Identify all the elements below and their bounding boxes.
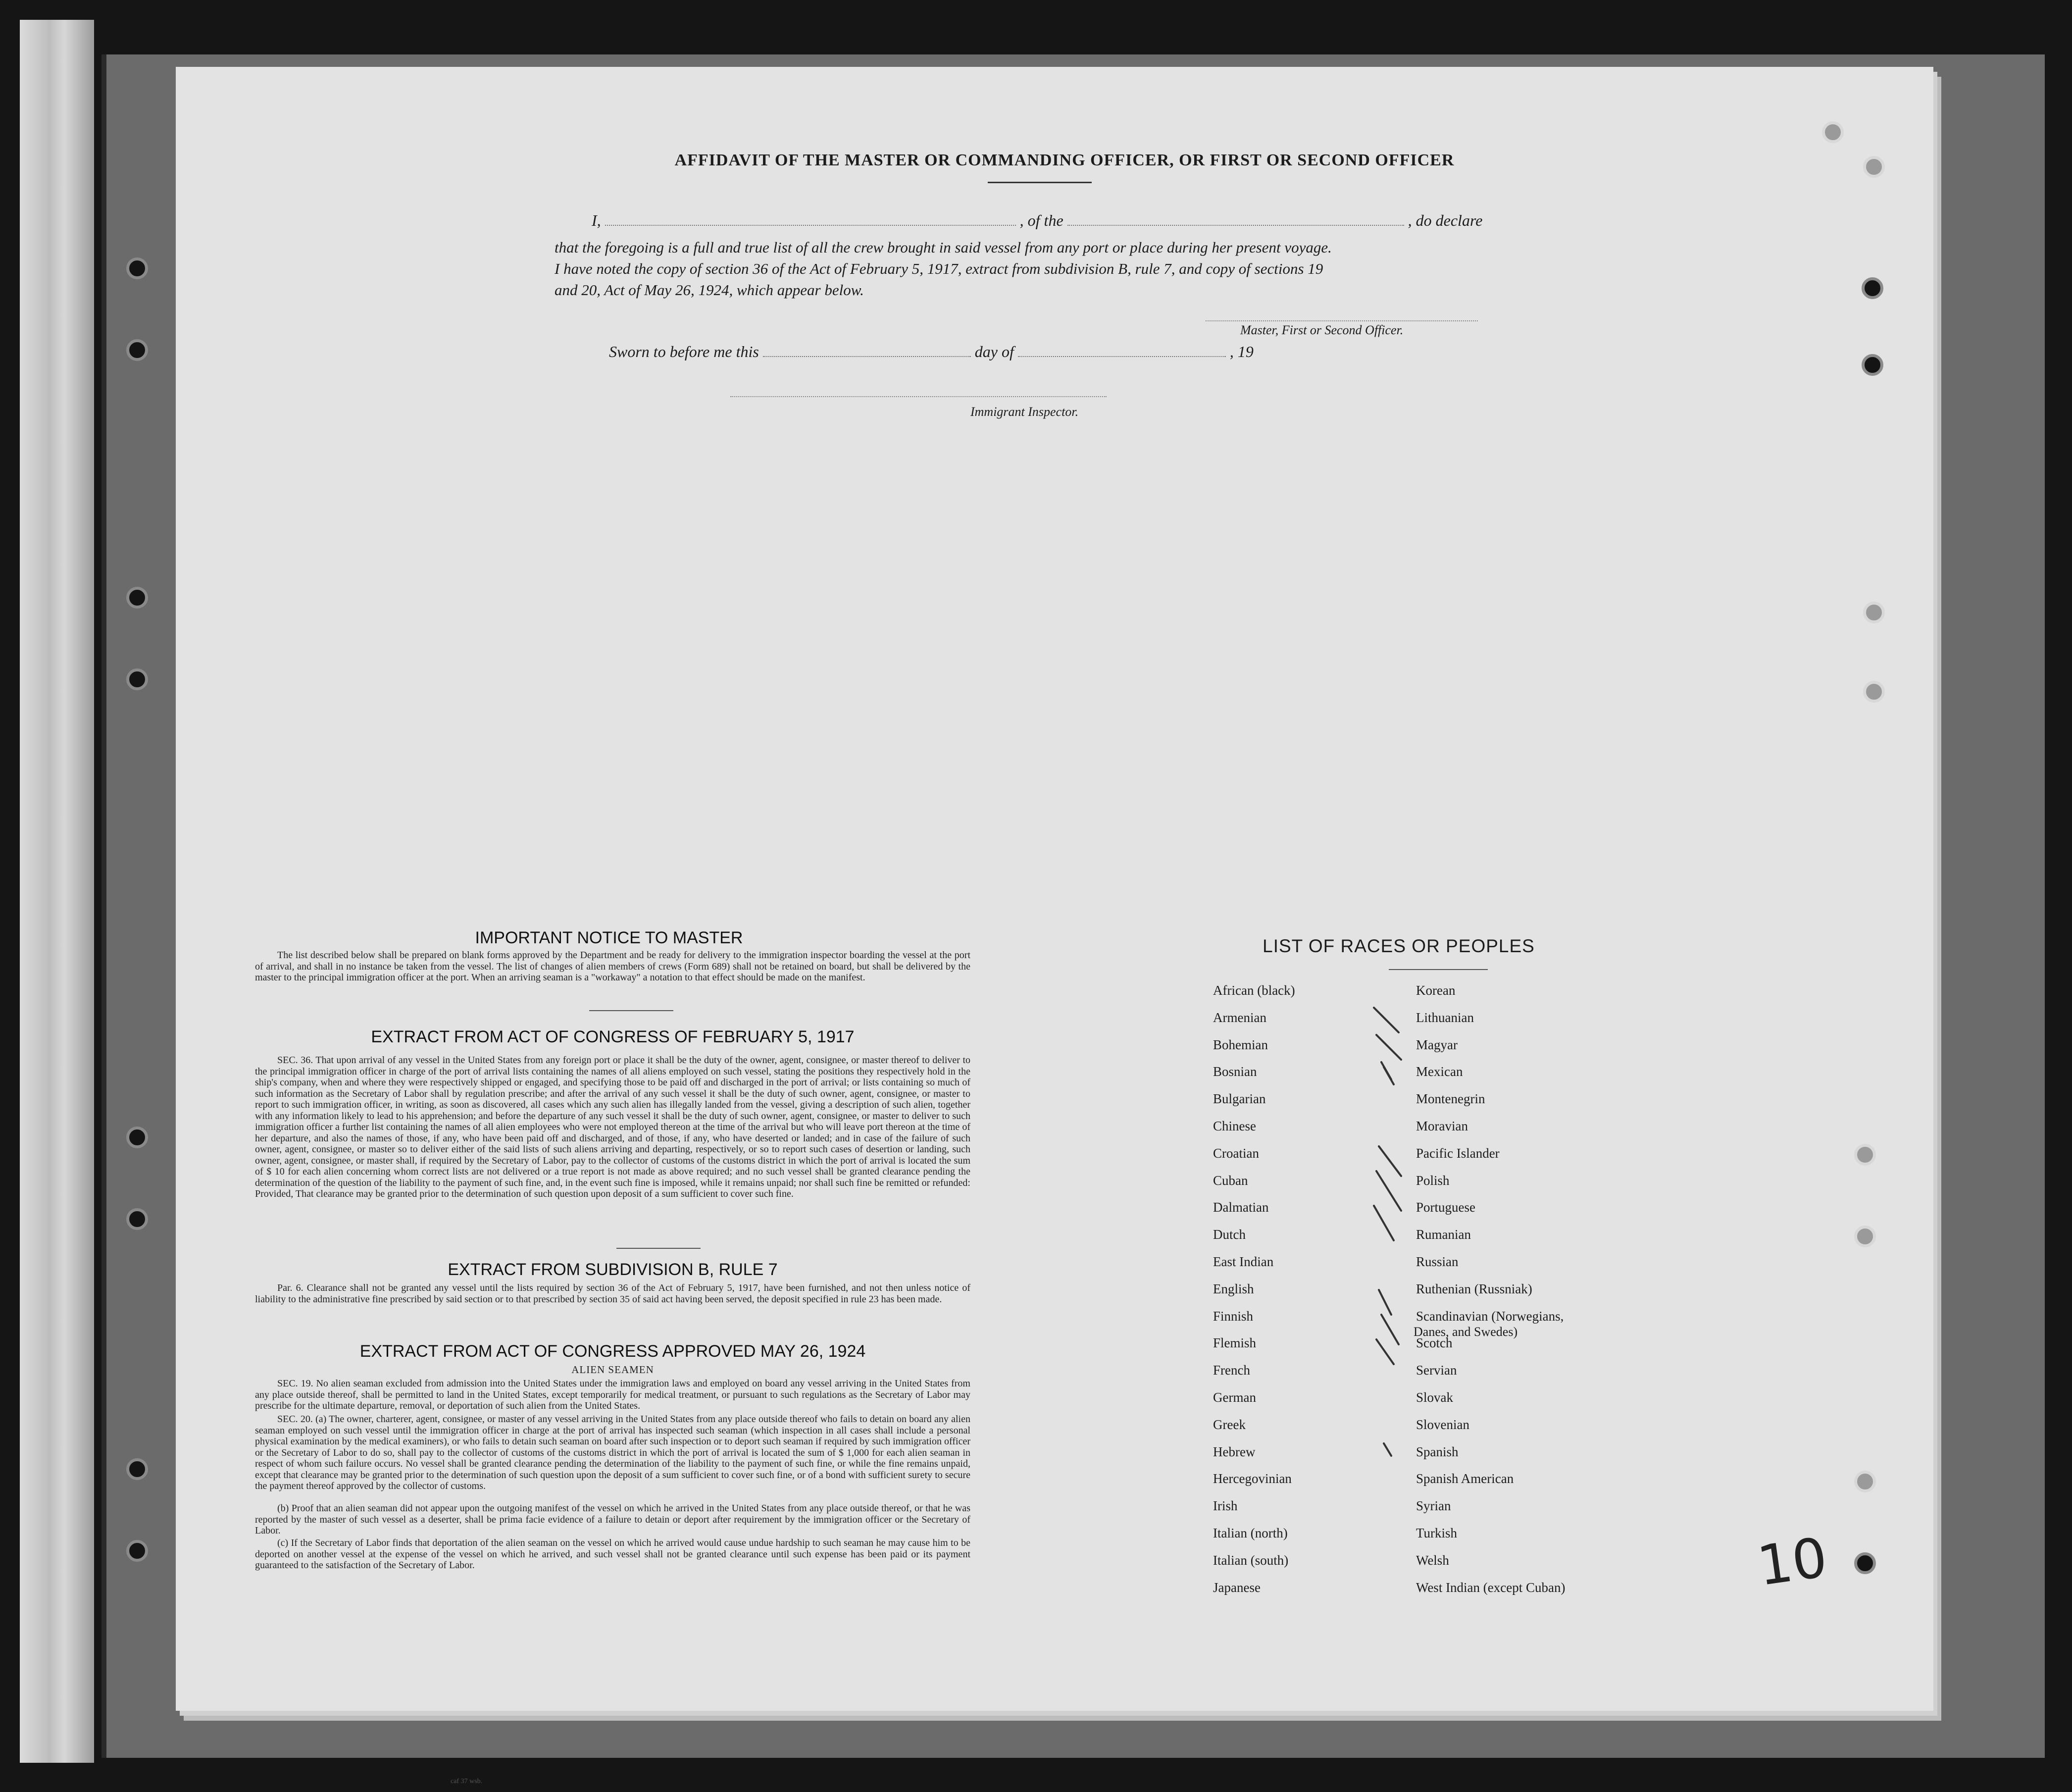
name-field[interactable]: [605, 225, 1016, 226]
race-entry: German: [1213, 1390, 1256, 1405]
race-entry: Lithuanian: [1416, 1010, 1474, 1025]
sworn-month-field[interactable]: [1018, 356, 1226, 357]
race-entry: Dalmatian: [1213, 1200, 1269, 1215]
page-hole: [1854, 1471, 1876, 1492]
divider: [589, 1010, 673, 1011]
affidavit-i: I,: [592, 211, 601, 229]
page-hole: [1854, 1226, 1876, 1247]
page-hole: [1862, 277, 1883, 299]
race-entry: Bohemian: [1213, 1037, 1268, 1052]
page-hole: [1863, 602, 1885, 623]
sec20c-text: (c) If the Secretary of Labor finds that deportation of the alien seaman on the vessel on which he arrived would cause undue hardship to such seaman he may cause him to be deported on another vessel at the expense of the vessel on which he arrived, and such vessel shall not be granted clearance until such expense has been paid or its payment guaranteed to the satisfaction of the Secretary of Labor.: [255, 1537, 970, 1571]
race-entry: Welsh: [1416, 1552, 1449, 1568]
binder-hole: [126, 339, 148, 361]
race-entry: Hebrew: [1213, 1444, 1256, 1459]
affidavit-title: AFFIDAVIT OF THE MASTER OR COMMANDING OFFICER, OR FIRST OR SECOND OFFICER: [674, 151, 1455, 169]
race-entry: Irish: [1213, 1498, 1238, 1514]
page-hole: [1854, 1144, 1876, 1166]
affidavit-of-the: , of the: [1019, 211, 1063, 229]
officer-caption: Master, First or Second Officer.: [1240, 323, 1404, 337]
race-entry: Spanish American: [1416, 1471, 1514, 1486]
race-entry: Flemish: [1213, 1335, 1257, 1351]
race-entry: Portuguese: [1416, 1200, 1475, 1215]
inspector-signature-line[interactable]: [730, 396, 1107, 397]
race-entry: Chinese: [1213, 1119, 1256, 1133]
sec20b-text: (b) Proof that an alien seaman did not appear upon the outgoing manifest of the vessel on which he arrived in the United States from any place outside thereof, or that he was reported by the master of such vessel as a deserter, shall be prima facie evidence of a failure to detain or deport after requirement by the immigration officer or the Secretary of Labor.: [255, 1503, 970, 1536]
extract-1917-title: EXTRACT FROM ACT OF CONGRESS OF FEBRUARY 5, 1917: [371, 1027, 855, 1046]
race-entry: Italian (south): [1213, 1552, 1289, 1568]
race-entry: Ruthenian (Russniak): [1416, 1281, 1532, 1296]
alien-seamen-subtitle: ALIEN SEAMEN: [571, 1364, 654, 1376]
race-entry: Armenian: [1213, 1010, 1266, 1025]
race-entry: Greek: [1213, 1417, 1246, 1432]
races-title: LIST OF RACES OR PEOPLES: [1263, 936, 1535, 956]
binder-hole: [126, 668, 148, 690]
affidavit-do-declare: , do declare: [1408, 211, 1483, 229]
position-field[interactable]: [1067, 225, 1404, 226]
affidavit-declaration-line: [555, 210, 1550, 230]
race-continuation: Danes, and Swedes): [1414, 1325, 1518, 1339]
sworn-day-field[interactable]: [763, 356, 971, 357]
race-entry: African (black): [1213, 983, 1295, 998]
handwritten-page-number: 10: [1753, 1525, 1831, 1598]
sec20a-text: SEC. 20. (a) The owner, charterer, agent, consignee, or master of any vessel arriving in the United States from any place outside thereof who fails to detain on board any alien seaman employed on such vessel until the immigration officer in charge at the port of arrival has inspected such seaman (which inspection in all cases shall include a personal physical examination by the medical examiners), or who fails to detain such seaman on board after such inspection or to deport such seaman if required by such immigration officer or the Secretary of Labor to do so, shall pay to the collector of customs of the customs district in which the port of arrival is located the sum of $ 1,000 for each alien seaman in respect of whom such failure occurs. No vessel shall be granted clearance pending the determination of the liability to the payment of such fine, or while the fine remains unpaid, except that clearance may be granted prior to the determination of such question upon the deposit of a sum sufficient to cover such fine, or of a bond with sufficient surety to secure the payment thereof approved by the collector of customs.: [255, 1414, 970, 1491]
divider: [616, 1248, 701, 1249]
race-entry: Dutch: [1213, 1227, 1246, 1242]
officer-signature-line[interactable]: [1206, 320, 1478, 321]
manifest-page: [176, 67, 1933, 1785]
binder-hole: [126, 1458, 148, 1480]
race-entry: East Indian: [1213, 1254, 1274, 1269]
race-entry: Cuban: [1213, 1173, 1248, 1188]
binder-hole: [126, 1208, 148, 1230]
rule7-title: EXTRACT FROM SUBDIVISION B, RULE 7: [448, 1260, 778, 1279]
race-entry: Italian (north): [1213, 1526, 1288, 1540]
race-entry: French: [1213, 1363, 1250, 1378]
handwritten-tick-marks: [1354, 998, 1423, 1567]
race-entry: Finnish: [1213, 1308, 1254, 1324]
page-hole: [1862, 354, 1883, 376]
race-entry: Bulgarian: [1213, 1091, 1266, 1107]
race-entry: Bosnian: [1213, 1064, 1257, 1079]
sworn-prefix: Sworn to before me this: [609, 343, 759, 360]
binder-hole: [126, 1540, 148, 1562]
sec19-text: SEC. 19. No alien seaman excluded from admission into the United States under the immigration laws and employed on board any vessel arriving in the United States from any place outside thereof, shall be permitted to land in the United States, except temporarily for medical treatment, or pursuant to such regulations as the Secretary of Labor may prescribe for the ultimate departure, removal, or deportation of such alien from the United States.: [255, 1378, 970, 1411]
binder-hole: [126, 257, 148, 279]
race-entry: Hercegovinian: [1213, 1471, 1292, 1486]
race-entry: Russian: [1416, 1254, 1459, 1269]
book-edge: [20, 20, 94, 1763]
sworn-line: [555, 342, 1550, 361]
race-entry: Korean: [1416, 983, 1456, 998]
sworn-day-of: day of: [974, 343, 1014, 360]
race-entry: Slovak: [1416, 1390, 1454, 1405]
race-entry: Japanese: [1213, 1580, 1261, 1595]
race-entry: Pacific Islander: [1416, 1145, 1500, 1161]
page-hole: [1822, 121, 1844, 143]
race-entry: Polish: [1416, 1173, 1450, 1188]
race-entry: English: [1213, 1281, 1254, 1296]
race-entry: Syrian: [1416, 1498, 1451, 1514]
race-entry: Mexican: [1416, 1064, 1463, 1079]
affidavit-line-3: I have noted the copy of section 36 of the Act of February 5, 1917, extract from subdivision B, rule 7, and copy of sections 19: [555, 260, 1323, 277]
form-code: caf 37 wsb.: [451, 1778, 483, 1785]
race-entry: Scotch: [1416, 1335, 1453, 1351]
binder-hole: [126, 587, 148, 609]
page-hole: [1854, 1552, 1876, 1574]
rule7-text: Par. 6. Clearance shall not be granted any vessel until the lists required by section 36 of the Act of February 5, 1917, have been furnished, and not then unless notice of liability to the administrative fine prescribed by said section or to that prescribed by section 35 of said act having been served, the deposit specified in rule 23 has been made.: [255, 1282, 970, 1305]
race-entry: Servian: [1416, 1363, 1457, 1378]
race-entry: Spanish: [1416, 1444, 1459, 1459]
race-entry: Turkish: [1416, 1526, 1458, 1540]
extract-1924-title: EXTRACT FROM ACT OF CONGRESS APPROVED MAY 26, 1924: [359, 1342, 866, 1361]
race-entry: Scandinavian (Norwegians,: [1416, 1308, 1564, 1324]
title-rule: [988, 182, 1092, 183]
race-entry: Montenegrin: [1416, 1091, 1485, 1107]
divider: [1389, 969, 1488, 970]
notice-title: IMPORTANT NOTICE TO MASTER: [475, 928, 743, 947]
binder-hole: [126, 1126, 148, 1148]
page-hole: [1863, 156, 1885, 178]
extract-1917-text: SEC. 36. That upon arrival of any vessel in the United States from any foreign port or place it shall be the duty of the owner, agent, consignee, or master thereof to deliver to the principal immigration officer in charge of the port of arrival lists containing the names of all aliens employed on such vessel, stating the positions they respectively hold in the ship's company, when and where they were respectively shipped or engaged, and specifying those to be paid off and discharged in the port of arrival; or lists containing so much of such information as the Secretary of Labor shall by regulation prescribe; and after the arrival of any such vessel it shall be the duty of such owner, agent, consignee, or master to report to such immigration officer, in writing, as soon as discovered, all cases which any such alien has illegally landed from the vessel, giving a description of such alien, together with any information likely to lead to his apprehension; and before the departure of any such vessel it shall be the duty of such owner, agent, consignee, or master to deliver to such immigration officer a further list containing the names of all alien employees who were not employed thereon at the time of the arrival but who will leave port thereon at the time of her departure, and also the names of those, if any, who have been paid off and discharged, and of those, if any, who have deserted or landed; and in case of the failure of such owner, agent, consignee, or master so to deliver either of the said lists of such aliens arriving and departing, respectively, or so to report such cases of desertion or landing, such owner, agent, consignee, or master shall, if required by the Secretary of Labor, pay to the collector of customs of the customs district in which the port of arrival is located the sum of $ 10 for each alien concerning whom correct lists are not delivered or a true report is not made as above required; and no such vessel shall be granted clearance pending the determination of the question of the liability to the payment of such fine, and, in the event such fine is imposed, while it remains unpaid; nor shall such fine be remitted or refunded: Provided, That clearance may be granted prior to the determination of such question upon deposit of a sum sufficient to cover such fine.: [255, 1055, 970, 1199]
sworn-year: , 19: [1229, 343, 1254, 360]
affidavit-line-2: that the foregoing is a full and true list of all the crew brought in said vessel from any port or place during her present voyage.: [555, 239, 1332, 256]
race-entry: Magyar: [1416, 1037, 1458, 1052]
race-entry: Rumanian: [1416, 1227, 1471, 1242]
page-hole: [1863, 681, 1885, 703]
inspector-caption: Immigrant Inspector.: [970, 405, 1079, 419]
affidavit-line-4: and 20, Act of May 26, 1924, which appear below.: [555, 281, 864, 299]
race-entry: Slovenian: [1416, 1417, 1469, 1432]
race-entry: Croatian: [1213, 1145, 1259, 1161]
race-entry: West Indian (except Cuban): [1416, 1580, 1566, 1595]
notice-text: The list described below shall be prepared on blank forms approved by the Department and be ready for delivery to the immigration inspector boarding the vessel at the port of arrival, and shall in no instance be taken from the vessel. The list of changes of alien members of crews (Form 689) shall not be retained on board, but shall be delivered by the master to the principal immigration officer at the port. When an arriving seaman is a "workaway" a notation to that effect should be made on the manifest.: [255, 950, 970, 983]
race-entry: Moravian: [1416, 1119, 1468, 1133]
